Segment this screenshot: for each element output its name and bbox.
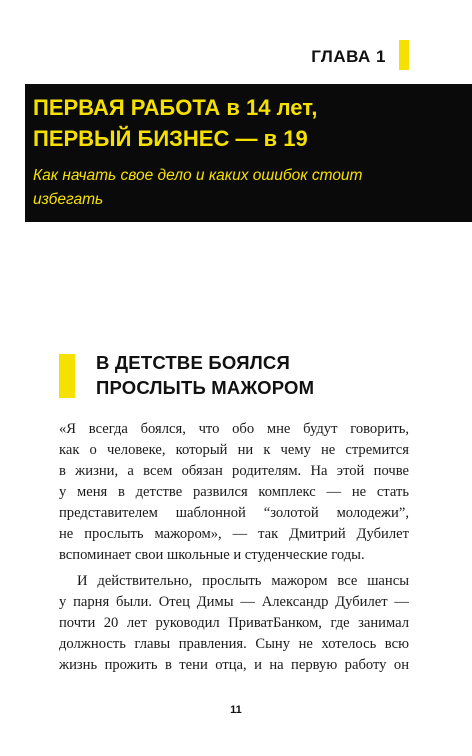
body-line: как о человеке, который ни к чему не стремится	[59, 442, 409, 458]
chapter-title-line: ПЕРВЫЙ БИЗНЕС — в 19	[33, 126, 308, 151]
chapter-subtitle-line: избегать	[33, 191, 104, 208]
chapter-label: ГЛАВА 1	[311, 47, 386, 66]
section-heading-line: ПРОСЛЫТЬ МАЖОРОМ	[96, 377, 315, 398]
body-line: должность главы правления. Сыну не хотелось всю	[59, 636, 409, 652]
body-line: не прослыть мажором», — так Дмитрий Дубилет	[59, 526, 409, 542]
body-line: «Я всегда боялся, что обо мне будут говорить,	[59, 421, 409, 437]
body-line: жизнь прожить в тени отца, и на первую работу он	[59, 657, 409, 673]
section-accent-bar	[59, 354, 75, 398]
body-line: у парня были. Отец Димы — Александр Дубилет —	[59, 594, 409, 610]
page-number: 11	[230, 704, 242, 716]
body-line: И действительно, прослыть мажором все шансы	[77, 573, 409, 589]
chapter-subtitle-line: Как начать свое дело и каких ошибок стоит	[33, 167, 363, 184]
body-line: вспоминает свои школьные и студенческие годы.	[59, 547, 365, 563]
body-line: в жизни, а всем обязан родителям. На этой почве	[59, 463, 409, 479]
body-line: почти 20 лет руководил ПриватБанком, где занимал	[59, 615, 409, 631]
chapter-title-line: ПЕРВАЯ РАБОТА в 14 лет,	[33, 95, 318, 120]
body-line: представителем шаблонной “золотой молодежи”,	[59, 505, 409, 521]
body-line: у меня в детстве развился комплекс — не стать	[59, 484, 409, 500]
chapter-accent-bar	[399, 40, 409, 70]
section-heading-line: В ДЕТСТВЕ БОЯЛСЯ	[96, 352, 290, 373]
